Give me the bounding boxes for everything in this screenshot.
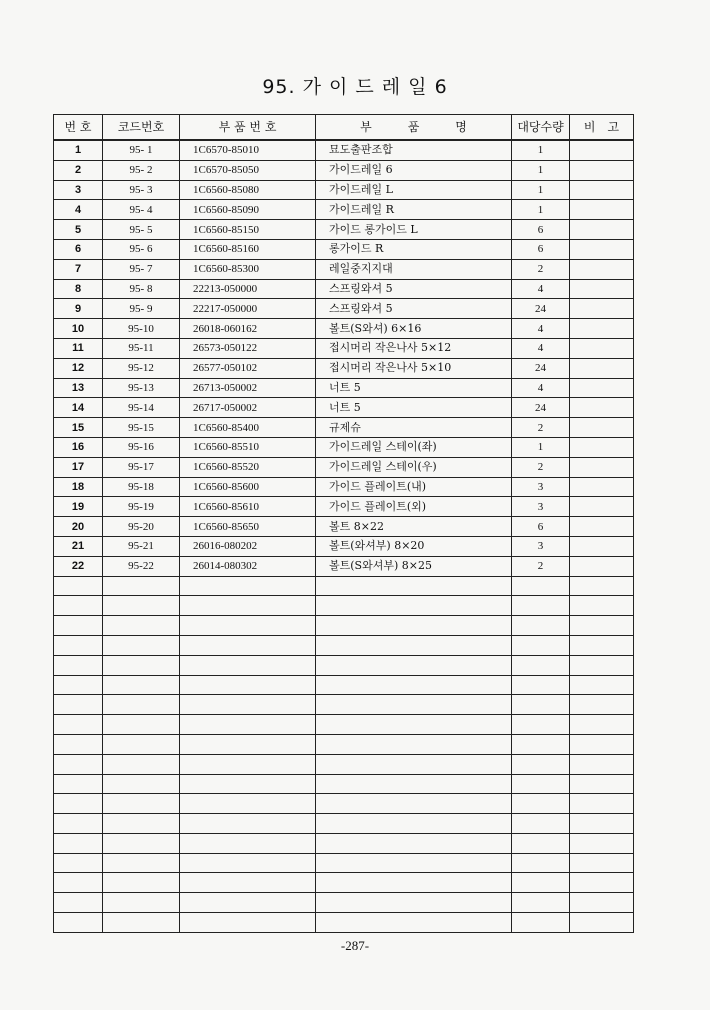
- cell-part-number: 26717-050002: [180, 398, 316, 418]
- cell-no: 22: [54, 556, 103, 576]
- empty-cell: [570, 596, 634, 616]
- empty-cell: [512, 655, 570, 675]
- empty-table-row: [54, 913, 634, 933]
- empty-cell: [316, 774, 512, 794]
- empty-cell: [512, 616, 570, 636]
- cell-quantity: 2: [512, 556, 570, 576]
- cell-code: 95-19: [103, 497, 180, 517]
- empty-cell: [180, 913, 316, 933]
- cell-part-number: 1C6560-85520: [180, 457, 316, 477]
- table-row: [54, 180, 634, 200]
- cell-no: 1: [54, 140, 103, 160]
- cell-part-name: 볼트 8×22: [316, 517, 512, 537]
- cell-part-name: 접시머리 작은나사 5×12: [316, 338, 512, 358]
- table-row: [54, 259, 634, 279]
- cell-no: 5: [54, 220, 103, 240]
- empty-cell: [103, 734, 180, 754]
- cell-code: 95-10: [103, 319, 180, 339]
- empty-cell: [316, 814, 512, 834]
- cell-part-name: 가이드 플레이트(외): [316, 497, 512, 517]
- cell-quantity: 1: [512, 437, 570, 457]
- empty-cell: [316, 596, 512, 616]
- empty-cell: [180, 754, 316, 774]
- cell-part-number: 1C6560-85610: [180, 497, 316, 517]
- empty-cell: [180, 833, 316, 853]
- cell-note: [570, 299, 634, 319]
- header-part-name: 부 품 명: [316, 115, 512, 141]
- empty-cell: [570, 734, 634, 754]
- empty-cell: [180, 576, 316, 596]
- empty-cell: [103, 853, 180, 873]
- empty-cell: [54, 734, 103, 754]
- page-number: -287-: [340, 938, 370, 953]
- cell-note: [570, 517, 634, 537]
- empty-cell: [103, 833, 180, 853]
- empty-cell: [316, 616, 512, 636]
- table-row: [54, 200, 634, 220]
- cell-quantity: 24: [512, 398, 570, 418]
- empty-cell: [54, 873, 103, 893]
- empty-cell: [180, 675, 316, 695]
- cell-quantity: 1: [512, 160, 570, 180]
- cell-note: [570, 536, 634, 556]
- empty-cell: [180, 893, 316, 913]
- cell-note: [570, 437, 634, 457]
- empty-cell: [316, 873, 512, 893]
- empty-table-row: [54, 814, 634, 834]
- cell-part-name: 볼트(와셔부) 8×20: [316, 536, 512, 556]
- empty-cell: [512, 734, 570, 754]
- empty-cell: [54, 814, 103, 834]
- empty-cell: [54, 913, 103, 933]
- cell-part-name: 레일중지지대: [316, 259, 512, 279]
- empty-cell: [103, 715, 180, 735]
- cell-no: 6: [54, 239, 103, 259]
- empty-cell: [180, 734, 316, 754]
- empty-table-row: [54, 715, 634, 735]
- empty-cell: [512, 774, 570, 794]
- empty-cell: [570, 616, 634, 636]
- cell-quantity: 6: [512, 239, 570, 259]
- cell-note: [570, 239, 634, 259]
- empty-cell: [103, 616, 180, 636]
- cell-part-number: 1C6570-85010: [180, 140, 316, 160]
- empty-cell: [180, 774, 316, 794]
- cell-code: 95- 6: [103, 239, 180, 259]
- cell-quantity: 3: [512, 477, 570, 497]
- cell-part-number: 1C6560-85300: [180, 259, 316, 279]
- cell-no: 18: [54, 477, 103, 497]
- empty-cell: [512, 814, 570, 834]
- empty-cell: [103, 774, 180, 794]
- cell-part-number: 1C6560-85600: [180, 477, 316, 497]
- cell-note: [570, 160, 634, 180]
- empty-cell: [103, 635, 180, 655]
- empty-cell: [570, 754, 634, 774]
- empty-cell: [180, 794, 316, 814]
- cell-code: 95-21: [103, 536, 180, 556]
- empty-cell: [512, 576, 570, 596]
- empty-cell: [54, 596, 103, 616]
- empty-cell: [316, 675, 512, 695]
- empty-cell: [570, 794, 634, 814]
- table-row: [54, 536, 634, 556]
- empty-cell: [570, 695, 634, 715]
- empty-cell: [54, 675, 103, 695]
- cell-code: 95- 1: [103, 140, 180, 160]
- empty-cell: [512, 695, 570, 715]
- cell-quantity: 24: [512, 299, 570, 319]
- empty-table-row: [54, 774, 634, 794]
- empty-cell: [180, 655, 316, 675]
- table-row: [54, 140, 634, 160]
- cell-note: [570, 556, 634, 576]
- empty-cell: [103, 675, 180, 695]
- cell-part-number: 22217-050000: [180, 299, 316, 319]
- table-row: [54, 358, 634, 378]
- cell-part-number: 1C6560-85150: [180, 220, 316, 240]
- cell-code: 95-16: [103, 437, 180, 457]
- cell-no: 14: [54, 398, 103, 418]
- cell-note: [570, 457, 634, 477]
- empty-cell: [316, 893, 512, 913]
- header-no: 번 호: [54, 115, 103, 141]
- empty-cell: [103, 596, 180, 616]
- empty-table-row: [54, 616, 634, 636]
- cell-no: 8: [54, 279, 103, 299]
- cell-no: 19: [54, 497, 103, 517]
- cell-code: 95-12: [103, 358, 180, 378]
- cell-note: [570, 358, 634, 378]
- empty-cell: [103, 695, 180, 715]
- cell-code: 95- 2: [103, 160, 180, 180]
- table-row: [54, 437, 634, 457]
- empty-table-row: [54, 675, 634, 695]
- cell-note: [570, 200, 634, 220]
- empty-cell: [512, 596, 570, 616]
- cell-no: 16: [54, 437, 103, 457]
- empty-cell: [512, 754, 570, 774]
- cell-note: [570, 279, 634, 299]
- cell-part-number: 26014-080302: [180, 556, 316, 576]
- empty-cell: [103, 873, 180, 893]
- cell-quantity: 4: [512, 378, 570, 398]
- cell-note: [570, 220, 634, 240]
- cell-code: 95- 9: [103, 299, 180, 319]
- empty-cell: [316, 734, 512, 754]
- empty-cell: [103, 655, 180, 675]
- cell-note: [570, 338, 634, 358]
- empty-cell: [316, 794, 512, 814]
- empty-cell: [316, 913, 512, 933]
- cell-part-name: 롱가이드 R: [316, 239, 512, 259]
- empty-cell: [316, 695, 512, 715]
- cell-no: 3: [54, 180, 103, 200]
- empty-cell: [54, 853, 103, 873]
- cell-part-number: 22213-050000: [180, 279, 316, 299]
- empty-cell: [316, 853, 512, 873]
- cell-quantity: 1: [512, 200, 570, 220]
- table-row: [54, 378, 634, 398]
- cell-no: 15: [54, 418, 103, 438]
- empty-cell: [512, 833, 570, 853]
- empty-cell: [512, 715, 570, 735]
- table-row: [54, 279, 634, 299]
- empty-table-row: [54, 754, 634, 774]
- cell-quantity: 24: [512, 358, 570, 378]
- table-row: [54, 239, 634, 259]
- page-title: 95. 가 이 드 레 일 6: [262, 76, 448, 98]
- empty-cell: [316, 576, 512, 596]
- cell-no: 9: [54, 299, 103, 319]
- header-part-number: 부 품 번 호: [180, 115, 316, 141]
- empty-table-row: [54, 794, 634, 814]
- cell-no: 12: [54, 358, 103, 378]
- cell-part-name: 스프링와셔 5: [316, 279, 512, 299]
- table-row: [54, 220, 634, 240]
- table-row: [54, 556, 634, 576]
- cell-no: 20: [54, 517, 103, 537]
- empty-cell: [180, 814, 316, 834]
- cell-quantity: 2: [512, 259, 570, 279]
- empty-cell: [54, 635, 103, 655]
- cell-quantity: 4: [512, 338, 570, 358]
- cell-code: 95-17: [103, 457, 180, 477]
- table-header-row: [54, 115, 634, 141]
- empty-table-row: [54, 635, 634, 655]
- empty-cell: [103, 754, 180, 774]
- cell-quantity: 4: [512, 319, 570, 339]
- header-quantity: 대당수량: [512, 115, 570, 141]
- empty-table-row: [54, 655, 634, 675]
- cell-no: 4: [54, 200, 103, 220]
- cell-part-name: 가이드레일 스테이(우): [316, 457, 512, 477]
- table-row: [54, 497, 634, 517]
- cell-code: 95-18: [103, 477, 180, 497]
- cell-code: 95- 3: [103, 180, 180, 200]
- cell-part-number: 26577-050102: [180, 358, 316, 378]
- table-row: [54, 160, 634, 180]
- cell-part-number: 26713-050002: [180, 378, 316, 398]
- empty-cell: [54, 576, 103, 596]
- cell-note: [570, 497, 634, 517]
- cell-code: 95- 5: [103, 220, 180, 240]
- empty-cell: [316, 635, 512, 655]
- empty-cell: [54, 794, 103, 814]
- empty-cell: [570, 913, 634, 933]
- cell-code: 95-14: [103, 398, 180, 418]
- empty-cell: [103, 893, 180, 913]
- cell-quantity: 2: [512, 418, 570, 438]
- cell-part-name: 규제슈: [316, 418, 512, 438]
- cell-code: 95-20: [103, 517, 180, 537]
- cell-code: 95-13: [103, 378, 180, 398]
- table-row: [54, 418, 634, 438]
- empty-cell: [180, 635, 316, 655]
- empty-table-row: [54, 576, 634, 596]
- empty-cell: [570, 715, 634, 735]
- cell-part-name: 가이드레일 스테이(좌): [316, 437, 512, 457]
- cell-part-number: 1C6560-85160: [180, 239, 316, 259]
- empty-cell: [512, 794, 570, 814]
- cell-no: 21: [54, 536, 103, 556]
- cell-quantity: 6: [512, 517, 570, 537]
- cell-part-number: 1C6560-85510: [180, 437, 316, 457]
- cell-no: 17: [54, 457, 103, 477]
- cell-note: [570, 418, 634, 438]
- cell-part-number: 1C6560-85400: [180, 418, 316, 438]
- empty-cell: [570, 853, 634, 873]
- empty-cell: [103, 814, 180, 834]
- cell-part-number: 26018-060162: [180, 319, 316, 339]
- empty-cell: [180, 873, 316, 893]
- empty-cell: [180, 853, 316, 873]
- table-row: [54, 319, 634, 339]
- empty-cell: [570, 774, 634, 794]
- empty-table-row: [54, 833, 634, 853]
- cell-code: 95-15: [103, 418, 180, 438]
- empty-cell: [103, 794, 180, 814]
- cell-part-number: 1C6570-85050: [180, 160, 316, 180]
- table-row: [54, 477, 634, 497]
- cell-quantity: 3: [512, 536, 570, 556]
- cell-part-name: 가이드레일 L: [316, 180, 512, 200]
- empty-cell: [180, 616, 316, 636]
- cell-no: 2: [54, 160, 103, 180]
- empty-cell: [570, 873, 634, 893]
- cell-note: [570, 319, 634, 339]
- empty-cell: [512, 635, 570, 655]
- cell-no: 10: [54, 319, 103, 339]
- cell-no: 11: [54, 338, 103, 358]
- parts-table: [53, 114, 634, 933]
- empty-table-row: [54, 873, 634, 893]
- empty-cell: [180, 695, 316, 715]
- empty-cell: [180, 715, 316, 735]
- empty-table-row: [54, 734, 634, 754]
- empty-cell: [316, 715, 512, 735]
- header-note: 비 고: [570, 115, 634, 141]
- cell-part-number: 1C6560-85650: [180, 517, 316, 537]
- empty-table-row: [54, 596, 634, 616]
- empty-cell: [570, 576, 634, 596]
- cell-part-name: 가이드레일 6: [316, 160, 512, 180]
- cell-note: [570, 259, 634, 279]
- empty-cell: [103, 913, 180, 933]
- empty-cell: [54, 715, 103, 735]
- empty-cell: [316, 833, 512, 853]
- cell-quantity: 3: [512, 497, 570, 517]
- cell-quantity: 2: [512, 457, 570, 477]
- cell-part-number: 26016-080202: [180, 536, 316, 556]
- cell-part-name: 볼트(S와셔) 6×16: [316, 319, 512, 339]
- cell-no: 7: [54, 259, 103, 279]
- cell-code: 95- 8: [103, 279, 180, 299]
- empty-cell: [512, 853, 570, 873]
- empty-table-row: [54, 853, 634, 873]
- empty-cell: [512, 675, 570, 695]
- cell-code: 95-11: [103, 338, 180, 358]
- cell-quantity: 6: [512, 220, 570, 240]
- cell-code: 95- 7: [103, 259, 180, 279]
- table-row: [54, 457, 634, 477]
- table-row: [54, 299, 634, 319]
- table-row: [54, 398, 634, 418]
- empty-cell: [54, 695, 103, 715]
- empty-cell: [316, 655, 512, 675]
- cell-quantity: 1: [512, 140, 570, 160]
- empty-cell: [54, 774, 103, 794]
- cell-quantity: 1: [512, 180, 570, 200]
- cell-note: [570, 180, 634, 200]
- empty-cell: [512, 873, 570, 893]
- cell-part-name: 볼트(S와셔부) 8×25: [316, 556, 512, 576]
- empty-cell: [54, 616, 103, 636]
- empty-cell: [54, 893, 103, 913]
- empty-cell: [570, 655, 634, 675]
- empty-cell: [103, 576, 180, 596]
- cell-part-name: 가이드 플레이트(내): [316, 477, 512, 497]
- cell-part-name: 스프링와셔 5: [316, 299, 512, 319]
- empty-cell: [54, 833, 103, 853]
- cell-code: 95-22: [103, 556, 180, 576]
- cell-part-name: 너트 5: [316, 398, 512, 418]
- empty-cell: [180, 596, 316, 616]
- empty-cell: [54, 655, 103, 675]
- empty-cell: [570, 893, 634, 913]
- cell-part-name: 묘도출판조합: [316, 140, 512, 160]
- empty-table-row: [54, 893, 634, 913]
- cell-part-name: 너트 5: [316, 378, 512, 398]
- empty-cell: [512, 893, 570, 913]
- cell-note: [570, 140, 634, 160]
- cell-part-number: 1C6560-85090: [180, 200, 316, 220]
- cell-note: [570, 378, 634, 398]
- empty-cell: [316, 754, 512, 774]
- table-row: [54, 517, 634, 537]
- header-code: 코드번호: [103, 115, 180, 141]
- table-row: [54, 338, 634, 358]
- cell-part-name: 가이드레일 R: [316, 200, 512, 220]
- cell-no: 13: [54, 378, 103, 398]
- empty-cell: [54, 754, 103, 774]
- table-body: [54, 140, 634, 932]
- cell-part-name: 가이드 롱가이드 L: [316, 220, 512, 240]
- cell-part-name: 접시머리 작은나사 5×10: [316, 358, 512, 378]
- empty-cell: [570, 814, 634, 834]
- cell-note: [570, 398, 634, 418]
- empty-cell: [570, 833, 634, 853]
- cell-part-number: 1C6560-85080: [180, 180, 316, 200]
- cell-quantity: 4: [512, 279, 570, 299]
- empty-cell: [570, 675, 634, 695]
- cell-note: [570, 477, 634, 497]
- cell-code: 95- 4: [103, 200, 180, 220]
- empty-cell: [512, 913, 570, 933]
- empty-table-row: [54, 695, 634, 715]
- cell-part-number: 26573-050122: [180, 338, 316, 358]
- empty-cell: [570, 635, 634, 655]
